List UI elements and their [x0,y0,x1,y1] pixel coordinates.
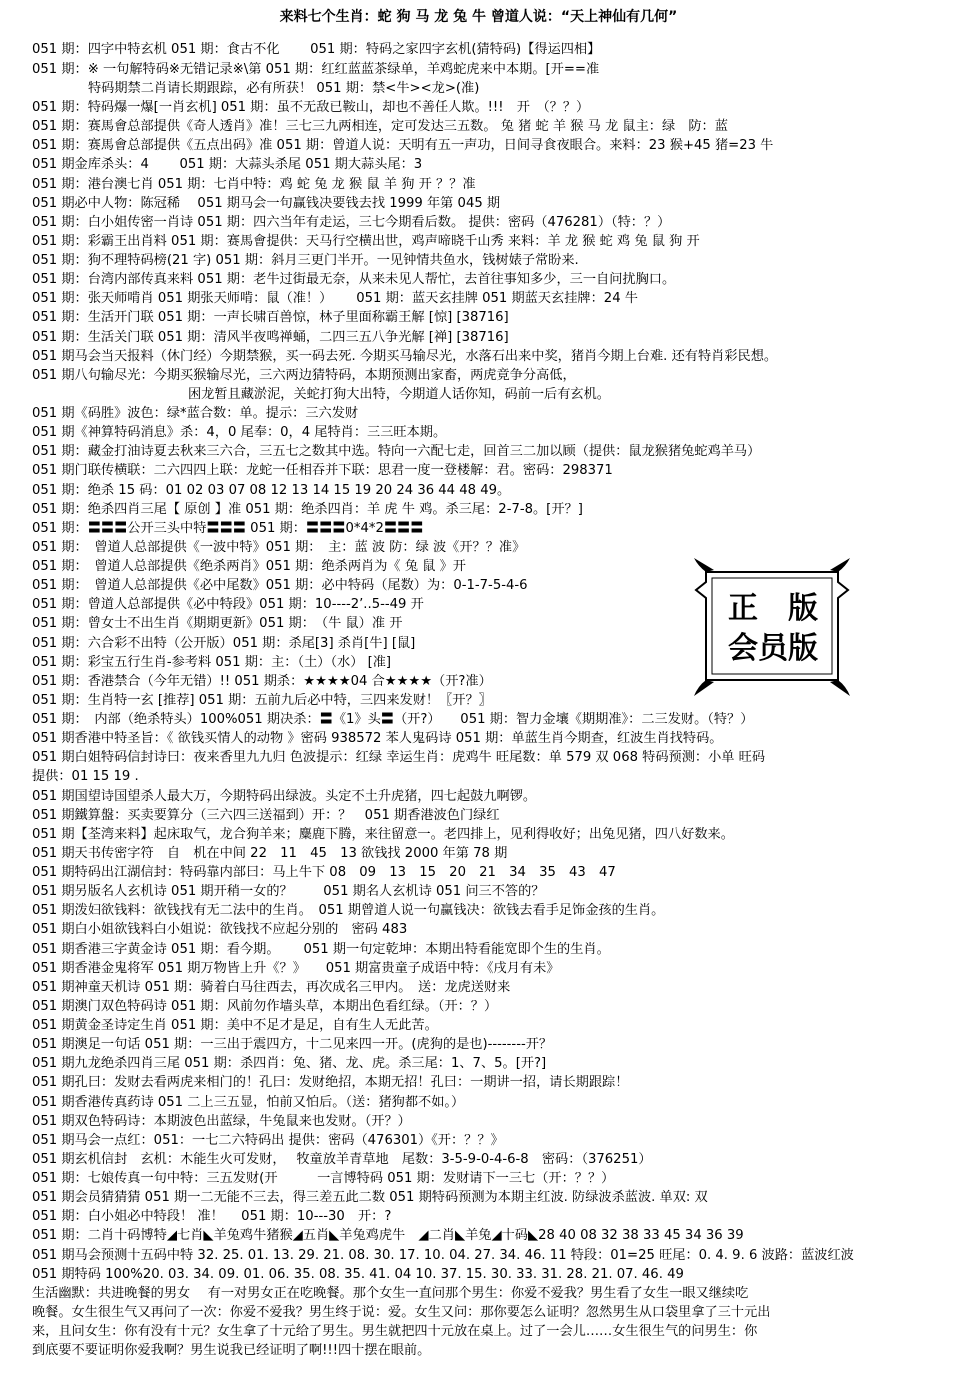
text-line: 051 期九龙绝杀四肖三尾 051 期：杀四肖：兔、猪、龙、虎。杀三尾：1、7、5。[开?] [32,1056,547,1071]
text-line: 051 期白姐特码信封诗曰：夜来香里九九归 色波提示：红绿 幸运生肖：虎鸡牛 旺尾数：单 579 双 068 特码预测：小单 旺码 [32,750,766,765]
text-line: 051 期国望诗国望杀人最大万，今期特码出绿波。头定不土升虎猪，四七起鼓九啊锣。 [32,789,537,804]
text-line: 051 期：香港禁合（今年无错）!! 051 期杀：★★★★04 合★★★★（开?准） [32,674,492,689]
text-line: 051 期： 曾道人总部提供《一波中特》051 期： 主：蓝 波 防：绿 波《开？？准》 [32,540,526,555]
text-line: 051 期：白小姐必中特段！ 准！ 051 期：10---30 开：? [32,1209,392,1224]
text-line: 051 期：生肖特一玄 [推荐] 051 期：五前九后必中特，三四来发财！〖开？〗 [32,693,492,708]
text-line: 051 期玄机信封 玄机：木能生火可发财， 牧童放羊青草地 尾数：3-5-9-0-4-6-8 密码：（376251） [32,1152,652,1167]
text-line: 051 期马会一点红：051：一七二六特码出 提供：密码（476301）《开：？？》 [32,1133,504,1148]
text-line: 051 期《神算特码消息》杀：4，0 尾奉：0，4 尾特肖：三三旺本期。 [32,425,447,440]
text-line: 051 期：彩宝五行生肖-参考料 051 期：主：（土）（水） [准] [32,655,392,670]
text-line: 051 期： 曾道人总部提供《必中尾数》051 期：必中特码（尾数）为：0-1-7-5-4-6 [32,578,528,593]
text-line: 051 期香港传真药诗 051 二上三五显，怕前又怕后。（送：猪狗都不如。） [32,1095,465,1110]
text-line: 051 期《码胜》波色：绿*蓝合数：单。提示：三六发财 [32,406,359,421]
text-line: 051 期：四字中特玄机 051 期：食古不化 051 期：特码之家四字玄机(猜特码)【得运四相】 [32,42,601,57]
text-line: 051 期：赛馬會总部提供《五点出码》准 051 期：曾道人说：天明有五一声功，日间寻食夜眼合。来料：23 猴+45 猪=23 牛 [32,138,774,153]
text-line: 晚餐。女生很生气又再问了一次：你爱不爱我？男生终于说：爱。女生又问：那你要怎么证明？忽然男生从口袋里拿了三十元出 [32,1305,771,1320]
text-line: 051 期天书传密字符 自 机在中间 22 11 45 13 欲钱找 2000 年第 78 期 [32,846,508,861]
text-line: 051 期： 内部（绝杀特头）100%051 期决杀：〓《1》头〓（开?） 051 期：智力金壤《期期准》：二三发财。（特？） [32,712,754,727]
text-line: 051 期马会当天报料（休门经）今期禁猴，买一码去死. 今期买马输尽光，水落石出来中奖，猪肖今期上台难. 还有特肖彩民想。 [32,349,778,364]
text-line: 051 期香港金鬼将军 051 期万物皆上升《？》 051 期富贵童子成语中特：《戌月有未》 [32,961,560,976]
banner-scroll-shape [692,552,852,702]
text-line: 051 期神童天机诗 051 期：骑着白马往西去，再次成名三甲内。 送：龙虎送财来 [32,980,511,995]
text-line: 051 期：生活关门联 051 期：清风半夜鸣禅蛹，二四三五八争光解 [禅] [38716] [32,330,509,345]
text-line: 051 期：曾道人总部提供《必中特段》051 期：10----2’..5--49 开 [32,597,424,612]
text-line: 困龙暂且藏淤泥，关蛇打狗大出特，今期道人话你知，码前一后有玄机。 [188,387,610,402]
text-line: 到底要不要证明你爱我啊？男生说我已经证明了啊!!!四十摆在眼前。 [32,1343,431,1358]
text-line: 051 期：绝杀 15 码：01 02 03 07 08 12 13 14 15 19 20 24 36 44 48 49。 [32,483,511,498]
text-line: 051 期八句输尽光：今期买猴输尽光，三六两边猜特码，本期预测出家畜，两虎竟争分高低， [32,368,576,383]
text-line: 051 期：台湾内部传真来料 051 期：老牛过街最无奈，从来未见人帮忙，去首往事知多少，三一自问扰胸口。 [32,272,676,287]
text-line: 051 期澳门双色特码诗 051 期：风前勿作墙头草，本期出色看红绿。（开：？） [32,999,498,1014]
official-edition-banner [692,552,852,702]
text-line: 051 期金库杀头：4 051 期：大蒜头杀尾 051 期大蒜头尾：3 [32,157,423,172]
text-line: 051 期【荃湾来料】起床取气，龙合狗羊来；麋鹿下腾，来往留意一。老四排上，见利得收好；出兔见猪，四八好数来。 [32,827,734,842]
text-line: 051 期：曾女士不出生肖《期期更新》051 期： （牛 鼠）准 开 [32,616,403,631]
text-line: 051 期特码 100%20. 03. 34. 09. 01. 06. 35. 08. 35. 41. 04 10. 37. 15. 30. 33. 31. 28. 21. 07. 46. 49 [32,1267,684,1282]
text-line: 051 期鐵算盤：买卖要算分（三六四三送福到）开：？ 051 期香港波色门绿红 [32,808,500,823]
text-line: 051 期：张天师啃肖 051 期张天师啃：鼠（准！） 051 期：蓝天玄挂牌 051 期蓝天玄挂牌：24 牛 [32,291,638,306]
text-line: 来，且问女生：你有没有十元？女生拿了十元给了男生。男生就把四十元放在桌上。过了一会儿……女生很生气的问男生：你 [32,1324,758,1339]
text-line: 051 期会员猜猜猜 051 期一二无能不三去，得三差五此二数 051 期特码预测为本期主红波. 防绿波杀蓝波. 单双: 双 [32,1190,708,1205]
text-line: 051 期：彩霸王出肖料 051 期：赛馬會提供：天马行空横出世，鸡声啼晓千山秀 来料：羊 龙 猴 蛇 鸡 兔 鼠 狗 开 [32,234,700,249]
text-line: 提供：01 15 19 . [32,769,139,784]
text-line: 051 期马会预测十五码中特 32. 25. 01. 13. 29. 21. 08. 30. 17. 10. 04. 27. 34. 46. 11 特段：01=25 旺尾：0. 4. 9. 6 波路：蓝波红波 [32,1248,854,1263]
text-line: 051 期白小姐欲钱料白小姐说：欲钱找不应起分别的 密码 483 [32,922,408,937]
text-line: 051 期：六合彩不出特（公开版）051 期：杀尾[3] 杀肖[牛] [鼠] [32,636,416,651]
text-line: 051 期另版名人玄机诗 051 期开稍一女的？ 051 期名人玄机诗 051 问三不答的？ [32,884,545,899]
banner-line-2: 会员版 [728,631,818,666]
text-line: 051 期：〓〓〓公开三头中特〓〓〓 051 期：〓〓〓0*4*2〓〓〓 [32,521,424,536]
text-line: 051 期黄金圣诗定生肖 051 期：美中不足才是足，自有生人无此苦。 [32,1018,438,1033]
text-line: 051 期双色特码诗：本期波色出蓝绿，牛兔鼠来也发财。（开？） [32,1114,411,1129]
text-line: 051 期香港中特圣旨：《 欲钱买情人的动物 》密码 938572 苯人鬼码诗 051 期：单蓝生肖今期查，红波生肖找特码。 [32,731,723,746]
text-line: 051 期必中人物：陈冠稀 051 期马会一句赢钱决要钱去找 1999 年第 045 期 [32,196,501,211]
text-line: 051 期澳足一句话 051 期：一三出于震四方，十二见来四一开。(虎狗的是也)--------开？ [32,1037,553,1052]
text-line: 生活幽默：共进晚餐的男女 有一对男女正在吃晚餐。那个女生一直问那个男生：你爱不爱我？男生看了女生一眼又继续吃 [32,1286,749,1301]
text-line: 051 期：生活开门联 051 期：一声长啸百兽惊，林子里面称霸王解 [惊] [38716] [32,310,509,325]
text-line: 051 期孔曰：发财去看两虎来相门的！孔曰：发财绝招，本期无招！孔曰：一期讲一招，请长期跟踪！ [32,1075,629,1090]
text-line: 051 期泼妇欲钱料：欲钱找有无二法中的生肖。 051 期曾道人说一句赢钱决：欲钱去看手足饰金孩的生肖。 [32,903,665,918]
header-line: 来料七个生肖：蛇 狗 马 龙 兔 牛 曾道人说：“天上神仙有几何” [279,9,678,25]
text-line: 特码期禁二肖请长期跟踪，必有所获！ 051 期：禁<牛><龙>(准) [88,81,480,96]
text-line: 051 期：绝杀四肖三尾【 原创 】准 051 期：绝杀四肖：羊 虎 牛 鸡。杀三尾：2-7-8。[开？] [32,502,583,517]
text-line: 051 期：七娘传真一句中特：三五发财(开 一言博特码 051 期：发财请下一三七（开：？？） [32,1171,615,1186]
text-line: 051 期：港台澳七肖 051 期：七肖中特：鸡 蛇 兔 龙 猴 鼠 羊 狗 开 ？？准 [32,177,476,192]
banner-line-1: 正 版 [728,591,818,626]
text-line: 051 期： 曾道人总部提供《绝杀两肖》051 期：绝杀两肖为《 兔 鼠 》开 [32,559,466,574]
text-line: 051 期门联传横联：二六四四上联：龙蛇一任相吞并下联：思君一度一登楼解：君。密码：298371 [32,463,613,478]
text-line: 051 期特码出江湖信封：特码靠内部曰：马上牛下 08 09 13 15 20 21 34 35 43 47 [32,865,616,880]
text-line: 051 期：狗不理特码榜(21 字) 051 期：斜月三更门半开。一见钟情共鱼水，钱树婊子常盼来. [32,253,579,268]
text-line: 051 期：白小姐传密一肖诗 051 期：四六当年有走运，三七今期看后数。 提供：密码（476281）（特：？） [32,215,671,230]
text-line: 051 期：赛馬會总部提供《奇人透肖》准！三七三九两相连，定可发达三五数。 兔 猪 蛇 羊 猴 马 龙 鼠主：绿 防：蓝 [32,119,728,134]
text-line: 051 期：藏金打油诗夏去秋来三六合，三五七之数其中选。特向一六配七走，回首三二加以顾（提供：鼠龙猴猪兔蛇鸡羊马） [32,444,761,459]
text-line: 051 期香港三字黄金诗 051 期：看今期。 051 期一句定乾坤：本期出特看能宽即个生的生肖。 [32,942,610,957]
text-line: 051 期：特码爆一爆[一肖玄机] 051 期：虽不无敌已鞍山，却也不善任人欺。!!! 开 （？？） [32,100,590,115]
text-line: 051 期：二肖十码博特◢七肖◣羊兔鸡牛猪猴◢五肖◣羊兔鸡虎牛 ◢二肖◣羊兔◢十码◣28 40 08 32 38 33 45 34 36 39 [32,1228,744,1243]
text-line: 051 期：※ 一句解特码※无错记录※\第 051 期：红红蓝蓝茶绿单，羊鸡蛇虎来中本期。[开==准 [32,62,600,77]
